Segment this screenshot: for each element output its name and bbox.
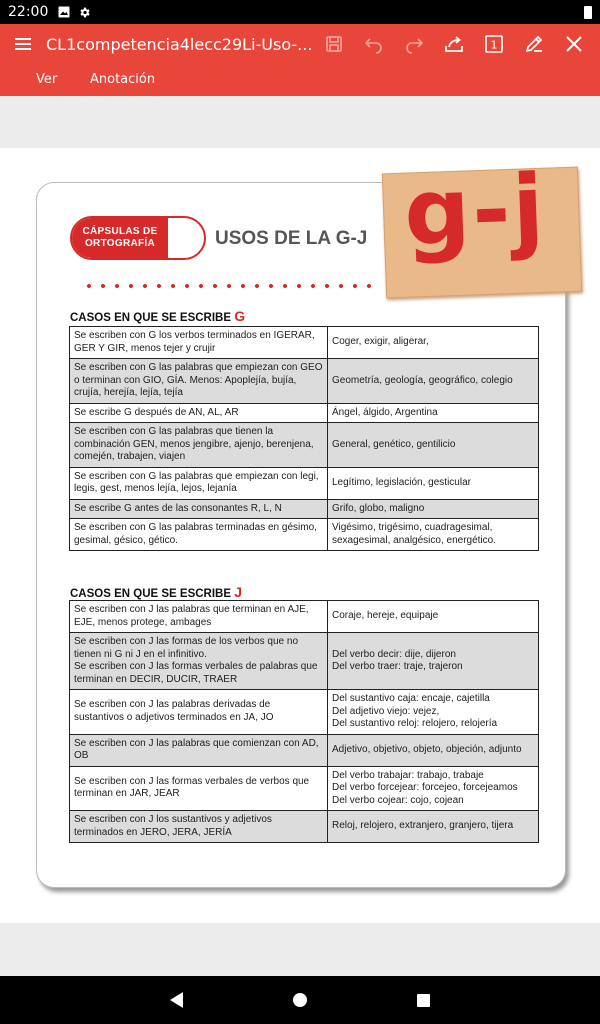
table-row [70,734,539,766]
examples-cell: Coraje, hereje, equipaje [328,601,539,633]
app-bar [0,24,600,64]
rule-cell: Se escriben con J las formas verbales de verbos que terminan en JAR, JEAR [70,766,328,811]
rule-cell: Se escriben con J las palabras derivadas de sustantivos o adjetivos terminados en JA, JO [70,690,328,735]
table-row [70,423,539,468]
table-row [70,811,539,843]
table-row [70,633,539,690]
rule-cell: Se escriben con J las palabras que comienzan con AD, OB [70,734,328,766]
menu-button[interactable] [0,24,46,64]
save-button[interactable] [314,24,354,64]
table-row [70,467,539,499]
redo-icon [404,35,424,53]
undo-button[interactable] [354,24,394,64]
navigation-bar [0,976,600,1024]
examples-cell: Legítimo, legislación, gesticular [328,467,539,499]
table-row [70,601,539,633]
table-row [70,690,539,735]
rules-table-g [69,326,539,551]
rule-cell: Se escriben con G las palabras que tienen la combinación GEN, menos jengibre, ajenjo, berenjena, comején, trabajen, viajen [70,423,328,468]
examples-cell: Del verbo decir: dije, dijeron Del verbo traer: traje, trajeron [328,633,539,690]
page-title: USOS DE LA G-J [215,228,368,249]
table-row [70,519,539,551]
examples-cell: General, genético, gentilicio [328,423,539,468]
examples-cell: Del verbo trabajar: trabajo, trabaje Del verbo forcejear: forcejeo, forcejeamos Del verbo cojear: cojo, cojean [328,766,539,811]
image-icon [58,6,70,18]
sub-toolbar [0,64,600,96]
home-icon[interactable] [293,993,307,1007]
section-heading-text: CASOS EN QUE SE ESCRIBE [70,312,232,324]
table-row [70,499,539,519]
document-page [0,148,600,923]
tab-ver[interactable]: Ver [36,72,58,87]
close-button[interactable] [554,24,594,64]
undo-icon [364,35,384,53]
recent-apps-icon[interactable] [417,994,430,1007]
document-viewer[interactable] [0,96,600,976]
section-heading-text: CASOS EN QUE SE ESCRIBE [70,588,232,600]
rule-cell: Se escriben con J las palabras que terminan en AJE, EJE, menos protege, ambages [70,601,328,633]
share-button[interactable] [434,24,474,64]
share-icon [444,35,464,53]
table-row [70,766,539,811]
hamburger-icon [15,37,31,51]
gear-icon [78,6,91,19]
document-title: CL1competencia4lecc29Li-Uso-... [46,34,313,54]
rule-cell: Se escriben con G los verbos terminados en IGERAR, GER Y GIR, menos tejer y crujir [70,327,328,359]
table-row [70,359,539,404]
back-icon[interactable] [170,992,183,1008]
examples-cell: Grifo, globo, maligno [328,499,539,519]
section-letter-j: J [234,584,243,600]
rules-table-j [69,600,539,843]
gj-badge [382,154,582,299]
examples-cell: Reloj, relojero, extranjero, granjero, tijera [328,811,539,843]
table-row [70,403,539,423]
capsule-label: CÁPSULAS DE ORTOGRAFÍA [72,218,168,258]
rule-cell: Se escribe G después de AN, AL, AR [70,403,328,423]
examples-cell: Geometría, geología, geográfico, colegio [328,359,539,404]
edit-icon [524,34,544,54]
capsule-badge [70,216,206,260]
examples-cell: Vigésimo, trigésimo, cuadragesimal, sexagesimal, analgésico, energético. [328,519,539,551]
section-heading-j [70,584,242,600]
rule-cell: Se escriben con G las palabras que empiezan con GEO o terminan con GIO, GÍA. Menos: Apoplejía, bujía, crujía, herejía, lejía, tejía [70,359,328,404]
rule-cell: Se escriben con J las formas de los verbos que no tienen ni G ni J en el infinitivo. Se escriben con J las formas verbales de palabras que terminan en DECIR, DUCIR, TRAER [70,633,328,690]
page-number-icon [485,35,503,53]
redo-button[interactable] [394,24,434,64]
battery-icon [584,6,592,19]
examples-cell: Del sustantivo caja: encaje, cajetilla Del adjetivo viejo: vejez, Del sustantivo reloj: relojero, relojería [328,690,539,735]
rule-cell: Se escriben con G las palabras terminadas en gésimo, gesimal, gésico, gético. [70,519,328,551]
save-icon [325,35,343,53]
rule-cell: Se escribe G antes de las consonantes R, L, N [70,499,328,519]
section-letter-g: G [234,308,246,324]
gj-badge-text: g-j [402,154,548,267]
status-bar [0,0,600,24]
examples-cell: Coger, exigir, aligerar, [328,327,539,359]
examples-cell: Ángel, álgido, Argentina [328,403,539,423]
table-row [70,327,539,359]
edit-button[interactable] [514,24,554,64]
page-number-badge: 1 [490,38,498,52]
page-number-button[interactable] [474,24,514,64]
rule-cell: Se escriben con J los sustantivos y adjetivos terminados en JERO, JERA, JERÍA [70,811,328,843]
tab-anotacion[interactable]: Anotación [90,72,156,87]
rule-cell: Se escriben con G las palabras que empiezan con legi, legis, gest, menos lejía, lejos, lejanía [70,467,328,499]
clock: 22:00 [8,4,49,20]
close-icon [565,35,583,53]
examples-cell: Adjetivo, objetivo, objeto, objeción, adjunto [328,734,539,766]
dotted-divider [82,283,372,289]
section-heading-g [70,308,245,324]
